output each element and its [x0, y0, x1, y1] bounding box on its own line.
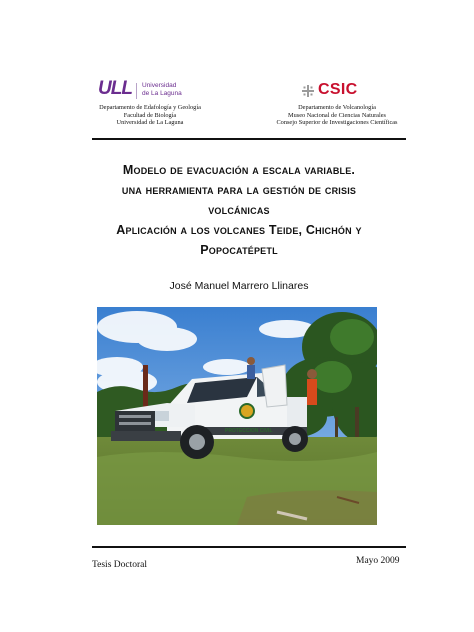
ull-logo-name: Universidad de La Laguna: [142, 82, 182, 97]
bottom-divider: [92, 546, 406, 548]
top-divider: [92, 138, 406, 140]
document-type: Tesis Doctoral: [92, 560, 148, 570]
title-line: Modelo de evacuación a escala variable.: [122, 163, 356, 177]
institution-right: [262, 104, 412, 127]
pickup-truck-photo: [97, 307, 377, 525]
document-date: Mayo 2009: [356, 556, 400, 566]
ull-logo-mark: ULL: [98, 78, 132, 99]
institution-right-line: Consejo Superior de Investigaciones Científicas: [276, 119, 398, 127]
ull-logo: [98, 78, 208, 102]
institution-left: [82, 104, 218, 127]
title-line: volcánicas: [208, 203, 270, 217]
institution-left-line: Facultad de Biología: [123, 111, 177, 119]
csic-logo-text: CSIC: [318, 81, 358, 98]
subtitle-line: Popocatépetl: [200, 243, 278, 257]
ull-logo-divider: [136, 83, 137, 99]
photo-illustration: [97, 307, 377, 525]
institution-right-line: Museo Nacional de Ciencias Naturales: [288, 111, 386, 119]
title-line: una herramienta para la gestión de crisis: [121, 183, 357, 197]
institution-right-line: Departamento de Volcanología: [298, 104, 376, 111]
institution-left-line: Departamento de Edafología y Geología: [99, 104, 201, 111]
subtitle-line: Aplicación a los volcanes Teide, Chichón y: [116, 223, 362, 237]
thesis-title: [86, 160, 392, 260]
truck-door-text: PROTECCION CIVIL: [225, 428, 273, 434]
author-name: José Manuel Marrero Llinares: [169, 280, 309, 292]
csic-emblem-icon: [302, 85, 314, 97]
institution-left-line: Universidad de La Laguna: [116, 119, 184, 127]
